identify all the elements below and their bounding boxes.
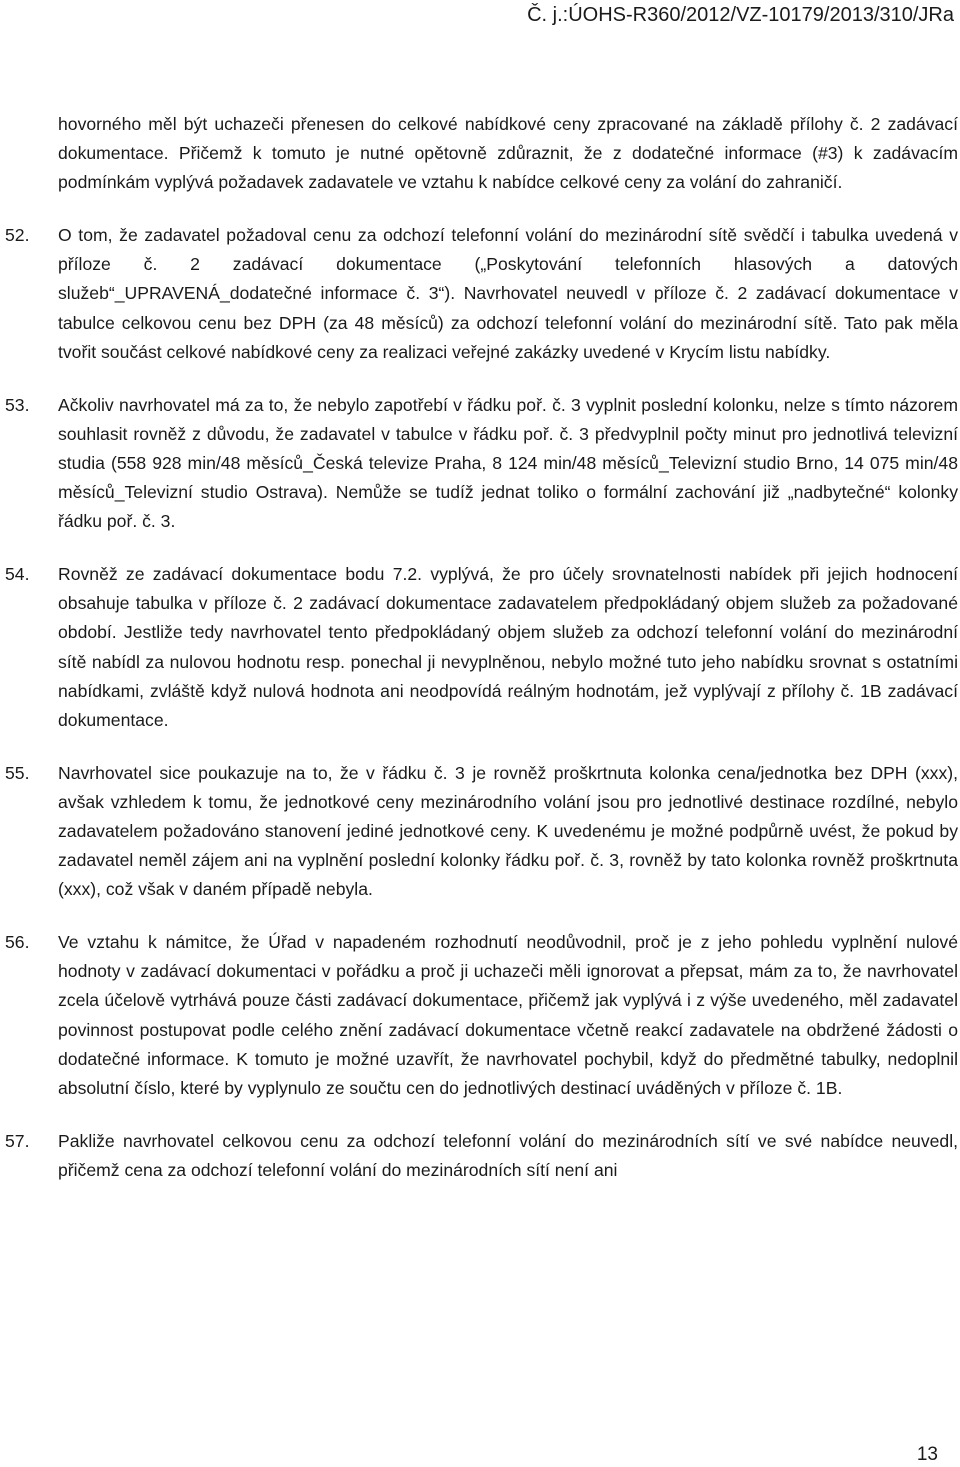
numbered-paragraph — [5, 1127, 958, 1185]
paragraph-number: 55. — [5, 762, 30, 783]
paragraph-number: 56. — [5, 932, 30, 953]
numbered-paragraph — [5, 560, 958, 735]
paragraph-text: O tom, že zadavatel požadoval cenu za odchozí telefonní volání do mezinárodní sítě svědčí i tabulka uvedená v příloze č. 2 zadávací dokumentace („Poskytování telefonních hlasových a datových služeb“_UPRAVENÁ_dodatečné informace č. 3“). Navrhovatel neuvedl v příloze č. 2 zadávací dokumentace v tabulce celkovou cenu bez DPH (za 48 měsíců) za odchozí telefonní volání do mezinárodní sítě. Tato pak měla tvořit součást celkové nabídkové ceny za realizaci veřejné zakázky uvedené v Krycím listu nabídky. — [58, 225, 958, 362]
paragraph-number: 57. — [5, 1130, 30, 1151]
paragraph-number: 52. — [5, 225, 30, 246]
numbered-paragraph — [5, 391, 958, 536]
paragraph-number: 54. — [5, 564, 30, 585]
numbered-paragraph — [5, 928, 958, 1103]
paragraph-number: 53. — [5, 394, 30, 415]
numbered-paragraph — [5, 759, 958, 904]
paragraph-text: Pakliže navrhovatel celkovou cenu za odchozí telefonní volání do mezinárodních sítí ve své nabídce neuvedl, přičemž cena za odchozí telefonní volání do mezinárodních sítí není ani — [58, 1130, 958, 1180]
paragraph-text: Navrhovatel sice poukazuje na to, že v řádku č. 3 je rovněž proškrtnuta kolonka cena/jednotka bez DPH (xxx), avšak vzhledem k tomu, že jednotkové ceny mezinárodního volání jsou pro jednotlivé destinace rozdílné, nebylo zadavatelem požadováno stanovení jediné jednotkové ceny. K uvedenému je možné podpůrně uvést, že pokud by zadavatel neměl zájem ani na vyplnění poslední kolonky řádku poř. č. 3, rovněž by tato kolonka rovněž proškrtnuta (xxx), což však v daném případě nebyla. — [58, 762, 958, 900]
paragraph-text: Ačkoliv navrhovatel má za to, že nebylo zapotřebí v řádku poř. č. 3 vyplnit poslední kolonku, nelze s tímto názorem souhlasit rovněž z důvodu, že zadavatel v tabulce v řádku poř. č. 3 předvyplnil počty minut pro jednotlivá televizní studia (558 928 min/48 měsíců_Česká televize Praha, 8 124 min/48 měsíců_Televizní studio Brno, 14 075 min/48 měsíců_Televizní studio Ostrava). Nemůže se tudíž jednat toliko o formální zachování již „nadbytečné“ kolonky řádku poř. č. 3. — [58, 394, 958, 532]
intro-paragraph: hovorného měl být uchazeči přenesen do celkové nabídkové ceny zpracované na základě přílohy č. 2 zadávací dokumentace. Přičemž k tomuto je nutné opětovně zdůraznit, že z dodatečné informace (#3) k zadávacím podmínkám vyplývá požadavek zadavatele ve vztahu k nabídce celkové ceny za volání do zahraničí. — [58, 114, 958, 193]
paragraph-text: Rovněž ze zadávací dokumentace bodu 7.2. vyplývá, že pro účely srovnatelnosti nabídek při jejich hodnocení obsahuje tabulka v příloze č. 2 zadávací dokumentace zadavatelem předpokládaný objem služeb za požadované období. Jestliže tedy navrhovatel tento předpokládaný objem služeb za odchozí telefonní volání do mezinárodní sítě nabídl za nulovou hodnotu resp. ponechal ji nevyplněnou, nebylo možné tuto jeho nabídku srovnat s ostatními nabídkami, zvláště když nulová hodnota ani neodpovídá reálným hodnotám, jež vyplývají z přílohy č. 1B zadávací dokumentace. — [58, 564, 958, 730]
document-reference-header: Č. j.:ÚOHS-R360/2012/VZ-10179/2013/310/JRa — [527, 4, 954, 26]
numbered-paragraph — [5, 221, 958, 366]
document-body — [5, 110, 958, 1209]
paragraph-text: Ve vztahu k námitce, že Úřad v napadeném rozhodnutí neodůvodnil, proč je z jeho pohledu vyplnění nulové hodnoty v zadávací dokumentaci v pořádku a proč ji uchazeči měli ignorovat a přepsat, mám za to, že navrhovatel zcela účelově vytrhává pouze části zadávací dokumentace, přičemž jak vyplývá i z výše uvedeného, měl zadavatel povinnost postupovat podle celého znění zadávací dokumentace včetně reakcí zadavatele na obdržené žádosti o dodatečné informace. K tomuto je možné uzavřít, že navrhovatel pochybil, když do předmětné tabulky, nedoplnil absolutní číslo, které by vyplynulo ze součtu cen do jednotlivých destinací uváděných v příloze č. 1B. — [58, 932, 958, 1098]
page-number: 13 — [916, 1444, 938, 1465]
